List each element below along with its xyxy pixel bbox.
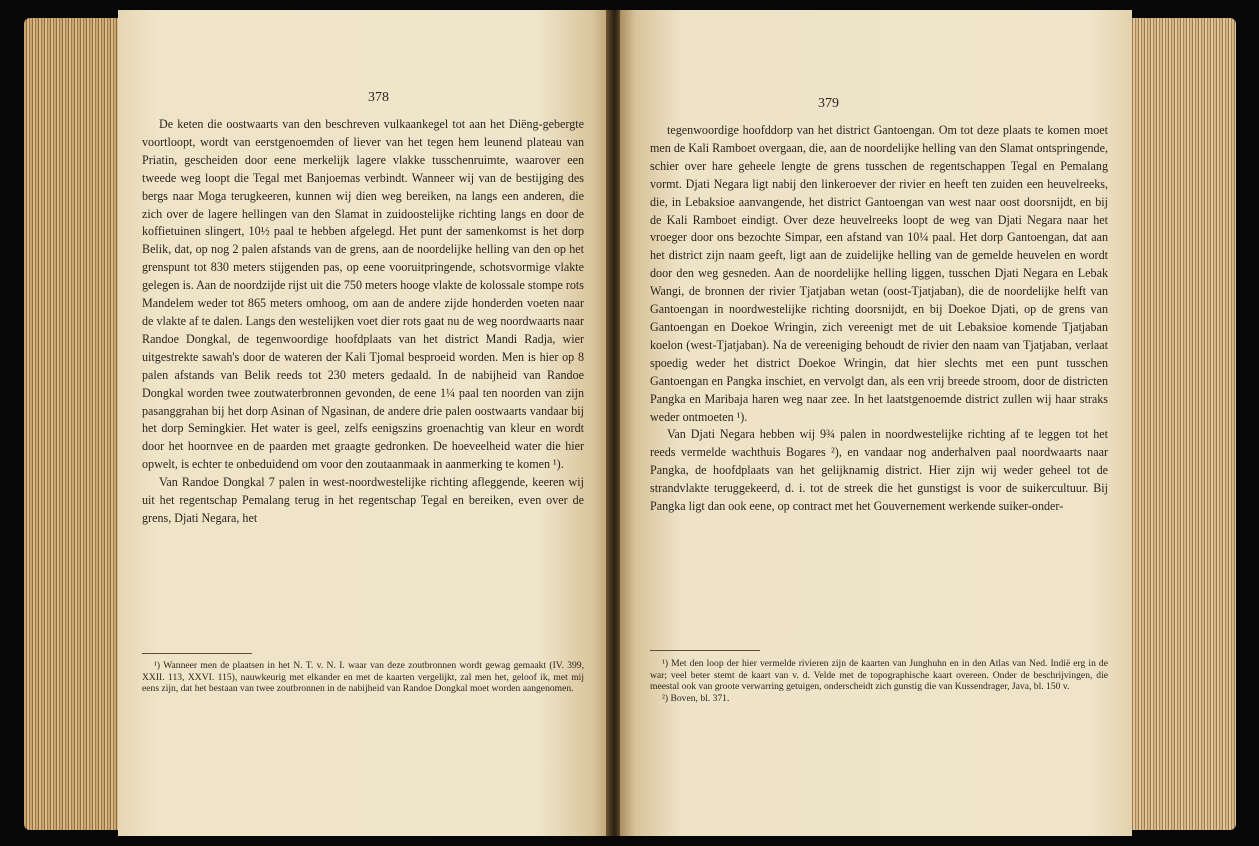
paragraph: Van Randoe Dongkal 7 palen in west-noordwestelijke richting afleggende, keeren wij uit het regentschap Pemalang terug in het regentschap Tegal en bereiken, even over de grens, Djati Negara, het (142, 475, 584, 525)
footnote: ²) Boven, bl. 371. (662, 692, 730, 704)
page-edges-right (1118, 18, 1236, 830)
page-edges-left (24, 18, 132, 830)
footnote: ¹) Wanneer men de plaatsen in het N. T. v. N. I. waar van deze zoutbronnen wordt gewag gemaakt (IV. 399, XXII. 113, XXVI. 115), nauwkeurig met elkander en met de kaarten vergelijkt, zal men het, geloof ik, met mij eens zijn, dat het bestaan van twee zoutbronnen in de nabijheid van Randoe Dongkal moet worden aangenomen. (142, 660, 584, 695)
paragraph: De keten die oostwaarts van den beschreven vulkaankegel tot aan het Diëng-gebergte voortloopt, wordt van eerstgenoemden of liever van het tegen hem leunend plateau van Priatin, gescheiden door eene merkelijk lagere vlakke tusschenruimte, waarover een tweede weg loopt die Tegal met Banjoemas verbindt. Wanneer wij van de bestijging des bergs naar Moga terugkeeren, kunnen wij dien weg bereiken, na langs een anderen, die zich over de lagere hellingen van den Slamat in zuidoostelijke richting langs en door de koffietuinen slingert, 10½ paal te hebben afgelegd. Het punt der samenkomst is het dorp Belik, dat, op nog 2 palen afstands van de grens, aan de noordelijke helling van den op het grenspunt tot 830 meters stijgenden pas, op eene vooruitpringende, schotsvormige vlakte gelegen is. Aan de noordzijde rijst uit die 750 meters hooge vlakte de kolossale stompe rots Mandelem weder tot 865 meters omhoog, om aan de andere zijde honderden voeten naar de vlakte af te dalen. Langs den westelijken voet dier rots gaat nu de weg noordwaarts naar Randoe Dongkal, de tegenwoordige hoofdplaats van het district Mandi Radja, wier uitgestrekte sawah's door de wateren der Kali Tjomal besproeid worden. Men is hier op 8 palen afstands van Belik reeds tot 230 meters gedaald. In de nabijheid van Randoe Dongkal worden twee zoutwaterbronnen gevonden, de eene 1¼ paal ten noorden van zijn pasanggrahan bij het dorp Asinan of Ngasinan, de andere drie palen oostwaarts vandaar bij het dorp Semingkier. Het water is geel, zelfs eenigszins groenachtig van kleur en wordt door het hoornvee en de paarden met graagte gedronken. De hoeveelheid water die hier opwelt, is echter te onbeduidend om voor den zoutaanmaak in aanmerking te komen ¹). (142, 117, 584, 472)
page-number: 378 (368, 90, 389, 105)
footnotes (142, 660, 584, 695)
footnote: ¹) Met den loop der hier vermelde rivieren zijn de kaarten van Junghuhn en in den Atlas van Ned. Indië erg in de war; veel beter stemt de kaart van v. d. Velde met de topographische kaart overeen. Onder de beschrijvingen, die meestal ook van groote verwarring getuigen, onderscheidt zich gunstig die van Kussendrager, Java, bl. 150 v. (650, 658, 1108, 693)
right-page (620, 10, 1132, 836)
left-page (118, 10, 612, 836)
body-text (650, 122, 1108, 516)
page-number: 379 (818, 96, 839, 111)
body-text (142, 116, 584, 528)
paragraph: Van Djati Negara hebben wij 9¾ palen in noordwestelijke richting af te leggen tot het reeds vermelde wachthuis Bogares ²), en vandaar nog anderhalven paal noordwaarts naar Pangka, de hoofdplaats van het gelijknamig district. Hier zijn wij weder geheel tot de strandvlakte teruggekeerd, d. i. tot de streek die het gunstigst is voor de suikercultuur. Bij Pangka ligt dan ook eene, op contract met het Gouvernement werkende suiker-onder- (650, 427, 1108, 514)
footnote-rule (650, 650, 760, 651)
footnotes (650, 658, 1108, 704)
paragraph: tegenwoordige hoofddorp van het district Gantoengan. Om tot deze plaats te komen moet men de Kali Ramboet overgaan, die, aan de noordelijke helling van den Slamat ontspringende, schier over hare geheele lengte de grens tusschen de regentschappen Tegal en Pemalang vormt. Djati Negara ligt nabij den linkeroever der rivier en heeft ten zuiden een heuvelreeks, die, in Lebaksioe aanvangende, het district Gantoengan van west naar oost doorsnijdt, en bij de Kali Ramboet eindigt. Over deze heuvelreeks loopt de weg van Djati Negara naar het vroeger door ons bezochte Simpar, een afstand van 10¼ paal. Het dorp Gantoengan, dat aan het district zijn naam geeft, ligt aan de zuidelijke helling van de gemelde heuvelen en wordt door den weg gesneden. Aan de noordelijke helling liggen, tusschen Djati Negara en Lebak Wangi, de bronnen der rivier Tjatjaban wetan (oost-Tjatjaban), die de noordelijke helft van Gantoengan in noordwestelijke richting doorsnijdt, en bij Doekoe Djati, op de grens van Gantoengan en Doekoe Wringin, zich vereenigt met de uit Lebaksioe komende Tjatjaban koelon (west-Tjatjaban). Na de vereeniging behoudt de rivier den naam van Tjatjaban, verlaat spoedig weder het district Doekoe Wringin, dat hier slechts met een punt tusschen Gantoengan en Pangka inschiet, en vervolgt dan, als een vrij breede stroom, door de districten Pangka en Maribaja haren weg naar zee. In het laatstgenoemde district zullen wij haar straks weder ontmoeten ¹). (650, 123, 1108, 424)
footnote-rule (142, 653, 252, 654)
